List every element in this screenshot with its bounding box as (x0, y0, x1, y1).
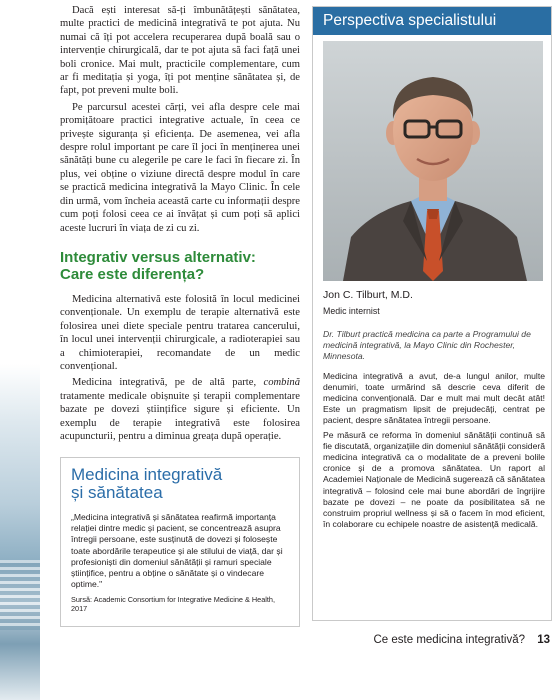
page-footer (374, 634, 551, 646)
section-paragraph-2 (60, 376, 300, 443)
specialist-bio: Dr. Tilburt practică medicina ca parte a Programului de medicină integrativă, la Mayo Clinic din Rochester, Minnesota. (323, 329, 531, 362)
specialist-sidebar (312, 6, 552, 621)
intro-paragraph-1: Dacă ești interesat să-ți îmbunătățești sănătatea, multe practici de medicină integrativă te pot ajuta. Nu numai că îți pot accelera recuperarea după boală sau o intervenție chirurgicală, dar te pot ajuta să faci față unei boli cronice. Mai mult, practicile complementare, cum ar fi meditația și yoga, îți pot menține sănătatea și, de fapt, pot preveni multe boli. (60, 5, 300, 97)
section-paragraph-2-part-1: Medicina integrativă, pe de altă parte, (72, 377, 264, 389)
specialist-text (323, 289, 545, 533)
definition-source: Sursă: Academic Consortium for Integrative Medicine & Health, 2017 (71, 595, 275, 614)
specialist-paragraph-2: Pe măsură ce reforma în domeniul sănătății continuă să fie discutată, organizațiile din domeniul sănătății consideră medicina integrativă ca o modalitate de a preveni bolile cronice și de a promova sănătatea. Un raport al Academiei Naționale de Medicină sugerează că sănătatea integrativă – folosind cele mai bune abordări de îngrijire bazate pe dovezi – ne poate da posibilitatea să ne construim propriul wellness și să o facem în mod eficient, în colaborare cu echipele noastre de asistență medicală. (323, 429, 545, 530)
running-title: Ce este medicina integrativă? (373, 634, 525, 646)
specialist-name: Jon C. Tilburt, M.D. (323, 289, 413, 301)
portrait-illustration (323, 41, 543, 281)
definition-box-title-line-1: Medicina integrativă (71, 465, 223, 484)
decorative-photo-edge (0, 0, 40, 700)
section-heading-line-1: Integrativ versus alternativ: (60, 248, 256, 266)
specialist-portrait (323, 41, 543, 281)
page-number: 13 (537, 634, 550, 646)
emphasis-word: combină (263, 377, 300, 389)
intro-paragraph-2: Pe parcursul acestei cărți, vei afla despre cele mai promițătoare practici integrative actuale, în ceea ce privește siguranța și eficiența. De asemenea, vei afla despre rolul important pe care îl joci în menținerea unei sănătăți bune cu alegerile pe care le faci în fiecare zi. În plus, vei obține o viziune directă despre modul în care se practică medicina integrativă la Mayo Clinic. În cele din urmă, vom încheia această carte cu informații despre cum poți folosi ceea ce ai învățat și cum poți să aplici aceste lucruri în viața de zi cu zi. (60, 101, 300, 234)
section-paragraph-2-part-2: tratamente medicale obișnuite și terapii complementare bazate pe dovezi științifice sigure și eficiente. Un exemplu de terapie integrativă este folosirea acupuncturii, pentru a diminua greața după operație. (60, 390, 300, 442)
definition-box (60, 457, 300, 627)
section-heading (60, 249, 300, 283)
definition-box-title-line-2: și sănătatea (71, 483, 163, 502)
specialist-header: Perspectiva specialistului (313, 7, 551, 35)
definition-box-title (71, 466, 291, 502)
left-column (60, 4, 300, 443)
section-paragraph-1: Medicina alternativă este folosită în locul medicinei convenționale. Un exemplu de terapie alternativă este folosirea unei diete speciale pentru tratarea cancerului, în locul unei intervenții chirurgicale, a radioterapiei sau a chimioterapiei, recomandate de un medic convențional. (60, 293, 300, 372)
specialist-paragraph-1: Medicina integrativă a avut, de-a lungul anilor, multe denumiri, toate urmărind să descrie ceva diferit de medicina convențională. Dar e mult mai mult decât atât! Este un pragmatism lipsit de prejudecăți, centrat pe pacient, despre sănătatea întregii persoane. (323, 370, 545, 426)
definition-quote: „Medicina integrativă și sănătatea reafirmă importanța relației dintre medic și pacient, se concentrează asupra întregii persoane, este susținută de dovezi și folosește toate abordările terapeutice și ale stilului de viață, dar și profesioniști din domeniul sănătății și ramuri speciale științifice, pentru a obține o sănătate și o vindecare optime." (71, 512, 283, 590)
section-heading-line-2: Care este diferența? (60, 265, 205, 283)
specialist-role: Medic internist (323, 306, 380, 316)
